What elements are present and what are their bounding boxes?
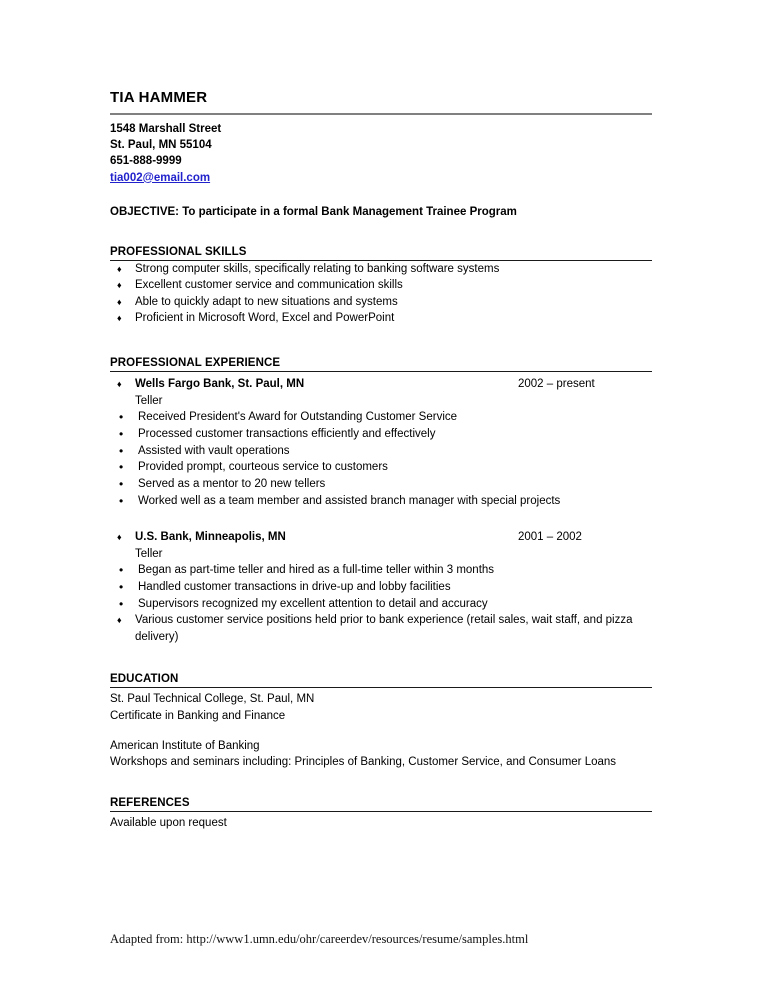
employment-dates: 2001 – 2002 xyxy=(518,531,582,544)
list-item xyxy=(110,426,652,443)
diamond-bullet-icon: ♦ xyxy=(117,263,122,274)
list-item xyxy=(110,562,652,579)
experience-entry xyxy=(110,529,652,612)
duties-list xyxy=(110,562,652,612)
education-entry xyxy=(110,691,652,724)
dot-bullet-icon: • xyxy=(119,579,124,594)
name-divider xyxy=(110,113,652,115)
diamond-bullet-icon: ♦ xyxy=(117,296,122,307)
list-item xyxy=(110,409,652,426)
contact-email-link[interactable]: tia002@email.com xyxy=(110,171,211,184)
source-attribution: Adapted from: http://www1.umn.edu/ohr/careerdev/resources/resume/samples.html xyxy=(110,932,529,946)
diamond-bullet-icon: ♦ xyxy=(117,379,122,390)
job-role: Teller xyxy=(135,547,163,560)
page-title: TIA HAMMER xyxy=(110,89,208,106)
duties-list xyxy=(110,409,652,509)
list-item-text: Strong computer skills, specifically relating to banking software systems xyxy=(135,262,500,275)
references-text: Available upon request xyxy=(110,816,227,829)
dot-bullet-icon: • xyxy=(119,426,124,441)
section-heading-education: EDUCATION xyxy=(110,672,652,688)
education-institution: American Institute of Banking xyxy=(110,740,260,753)
education-detail: Workshops and seminars including: Principles of Banking, Customer Service, and Consumer Loans xyxy=(110,756,617,769)
list-item xyxy=(110,459,652,476)
employment-dates: 2002 – present xyxy=(518,378,595,391)
list-item xyxy=(110,261,652,277)
list-item-text: Supervisors recognized my excellent attention to detail and accuracy xyxy=(138,597,488,610)
list-item-text: Worked well as a team member and assisted branch manager with special projects xyxy=(138,494,561,507)
skills-list xyxy=(110,261,652,327)
list-item xyxy=(110,294,652,310)
dot-bullet-icon: • xyxy=(119,410,124,425)
diamond-bullet-icon: ♦ xyxy=(117,615,122,626)
list-item-text: Handled customer transactions in drive-up and lobby facilities xyxy=(138,580,451,593)
dot-bullet-icon: • xyxy=(119,493,124,508)
list-item xyxy=(110,443,652,460)
diamond-bullet-icon: ♦ xyxy=(117,313,122,324)
list-item-text: Served as a mentor to 20 new tellers xyxy=(138,478,326,491)
list-item xyxy=(110,476,652,493)
contact-phone: 651-888-9999 xyxy=(110,155,182,168)
section-heading-references: REFERENCES xyxy=(110,796,652,812)
list-item-text: Provided prompt, courteous service to customers xyxy=(138,461,388,474)
list-item xyxy=(110,612,652,645)
dot-bullet-icon: • xyxy=(119,477,124,492)
dot-bullet-icon: • xyxy=(119,563,124,578)
experience-entry xyxy=(110,376,652,509)
list-item xyxy=(110,310,652,326)
education-institution: St. Paul Technical College, St. Paul, MN xyxy=(110,693,315,706)
list-item-text: Able to quickly adapt to new situations and systems xyxy=(135,295,398,308)
dot-bullet-icon: • xyxy=(119,443,124,458)
section-heading-skills: PROFESSIONAL SKILLS xyxy=(110,245,652,261)
employer-name: Wells Fargo Bank, St. Paul, MN xyxy=(135,378,305,391)
experience-entry-header xyxy=(110,529,652,562)
list-item-text: Various customer service positions held prior to bank experience (retail sales, wait staff, and pizza delivery) xyxy=(135,614,633,643)
list-item-text: Processed customer transactions efficiently and effectively xyxy=(138,427,436,440)
contact-city-state-zip: St. Paul, MN 55104 xyxy=(110,139,212,152)
misc-experience-list xyxy=(110,612,652,645)
diamond-bullet-icon: ♦ xyxy=(117,280,122,291)
employer-name: U.S. Bank, Minneapolis, MN xyxy=(135,531,286,544)
list-item-text: Excellent customer service and communication skills xyxy=(135,279,403,292)
education-entry xyxy=(110,738,652,771)
objective-statement: OBJECTIVE: To participate in a formal Bank Management Trainee Program xyxy=(110,205,517,218)
contact-block xyxy=(110,121,652,186)
list-item xyxy=(110,579,652,596)
section-heading-experience: PROFESSIONAL EXPERIENCE xyxy=(110,356,652,372)
dot-bullet-icon: • xyxy=(119,460,124,475)
resume-document xyxy=(110,0,652,994)
experience-entry-header xyxy=(110,376,652,409)
list-item xyxy=(110,277,652,293)
list-item xyxy=(110,596,652,613)
list-item xyxy=(110,493,652,510)
diamond-bullet-icon: ♦ xyxy=(117,532,122,543)
dot-bullet-icon: • xyxy=(119,596,124,611)
list-item-text: Assisted with vault operations xyxy=(138,444,290,457)
contact-street: 1548 Marshall Street xyxy=(110,123,222,135)
list-item-text: Began as part-time teller and hired as a full-time teller within 3 months xyxy=(138,564,495,577)
job-role: Teller xyxy=(135,394,163,407)
list-item-text: Received President's Award for Outstanding Customer Service xyxy=(138,411,458,424)
education-detail: Certificate in Banking and Finance xyxy=(110,709,286,722)
list-item-text: Proficient in Microsoft Word, Excel and PowerPoint xyxy=(135,312,395,325)
